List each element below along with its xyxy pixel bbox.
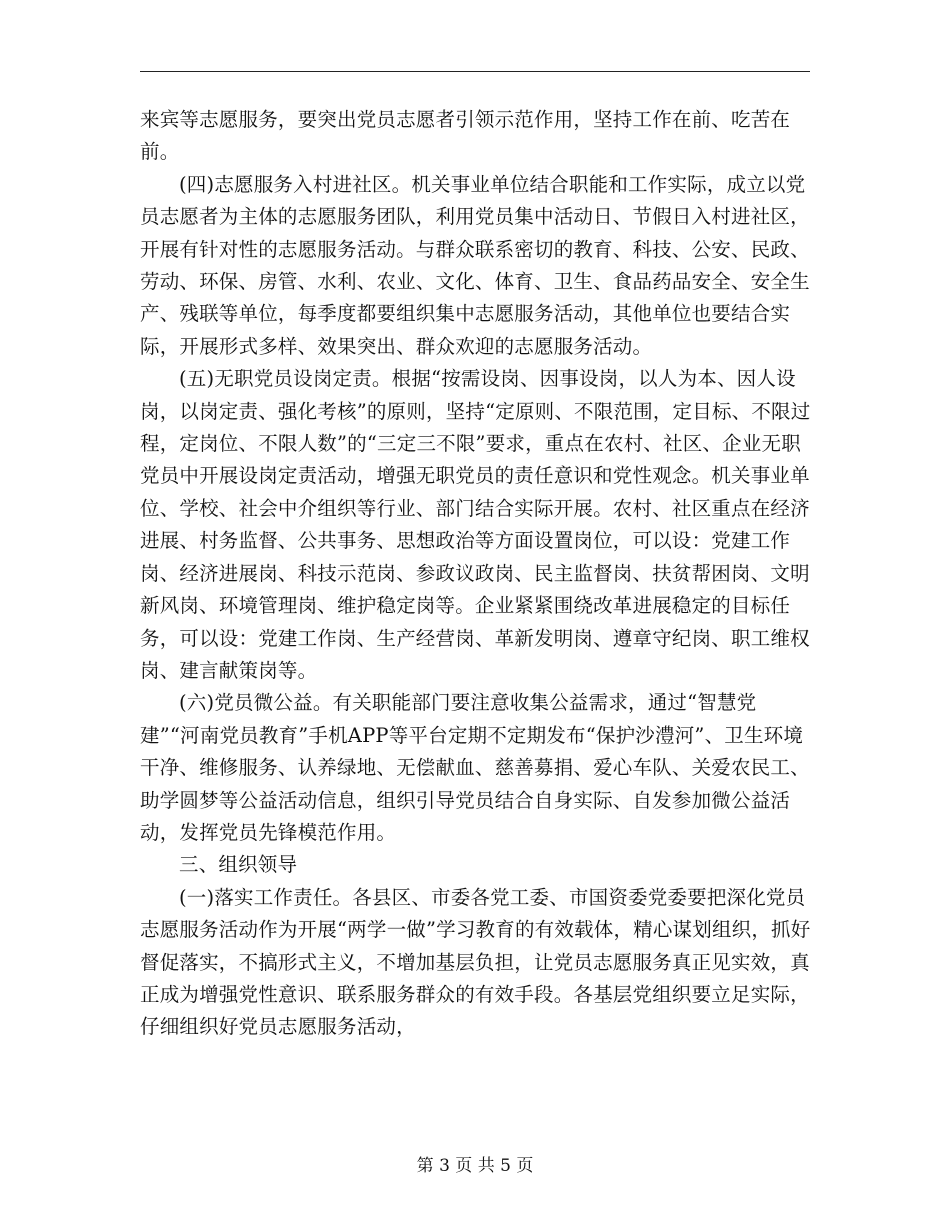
header-rule	[140, 71, 810, 72]
page-footer: 第 3 页 共 5 页	[416, 1156, 534, 1176]
paragraph-micro-charity: (六)党员微公益。有关职能部门要注意收集公益需求，通过“智慧党建”“河南党员教育”手机APP等平台定期不定期发布“保护沙澧河”、卫生环境干净、维修服务、认养绿地、无偿献血、慈善募捐、爱心车队、关爱农民工、助学圆梦等公益活动信息，组织引导党员结合自身实际、自发参加微公益活动，发挥党员先锋模范作用。	[140, 691, 810, 844]
document-body	[140, 104, 816, 1044]
paragraph-volunteer-community: (四)志愿服务入村进社区。机关事业单位结合职能和工作实际，成立以党员志愿者为主体的志愿服务团队，利用党员集中活动日、节假日入村进社区，开展有针对性的志愿服务活动。与群众联系密切的教育、科技、公安、民政、劳动、环保、房管、水利、农业、文化、体育、卫生、食品药品安全、安全生产、残联等单位，每季度都要组织集中志愿服务活动，其他单位也要结合实际，开展形式多样、效果突出、群众欢迎的志愿服务活动。	[140, 172, 810, 358]
paragraph-responsibility: (一)落实工作责任。各县区、市委各党工委、市国资委党委要把深化党员志愿服务活动作为开展“两学一做”学习教育的有效载体，精心谋划组织，抓好督促落实，不搞形式主义，不增加基层负担，让党员志愿服务真正见实效，真正成为增强党性意识、联系服务群众的有效手段。各基层党组织要立足实际，仔细组织好党员志愿服务活动，	[140, 885, 811, 1039]
paragraph-post-duty: (五)无职党员设岗定责。根据“按需设岗、因事设岗，以人为本、因人设岗，以岗定责、强化考核”的原则，坚持“定原则、不限范围，定目标、不限过程，定岗位、不限人数”的“三定三不限”要求，重点在农村、社区、企业无职党员中开展设岗定责活动，增强无职党员的责任意识和党性观念。机关事业单位、学校、社会中介组织等行业、部门结合实际开展。农村、社区重点在经济进展、村务监督、公共事务、思想政治等方面设置岗位，可以设：党建工作岗、经济进展岗、科技示范岗、参政议政岗、民主监督岗、扶贫帮困岗、文明新风岗、环境管理岗、维护稳定岗等。企业紧紧围绕改革进展稳定的目标任务，可以设：党建工作岗、生产经营岗、革新发明岗、遵章守纪岗、职工维权岗、建言献策岗等。	[140, 367, 811, 682]
section-heading-organization: 三、组织领导	[179, 853, 298, 877]
paragraph-continuation: 来宾等志愿服务，要突出党员志愿者引领示范作用，坚持工作在前、吃苦在前。	[140, 108, 791, 164]
